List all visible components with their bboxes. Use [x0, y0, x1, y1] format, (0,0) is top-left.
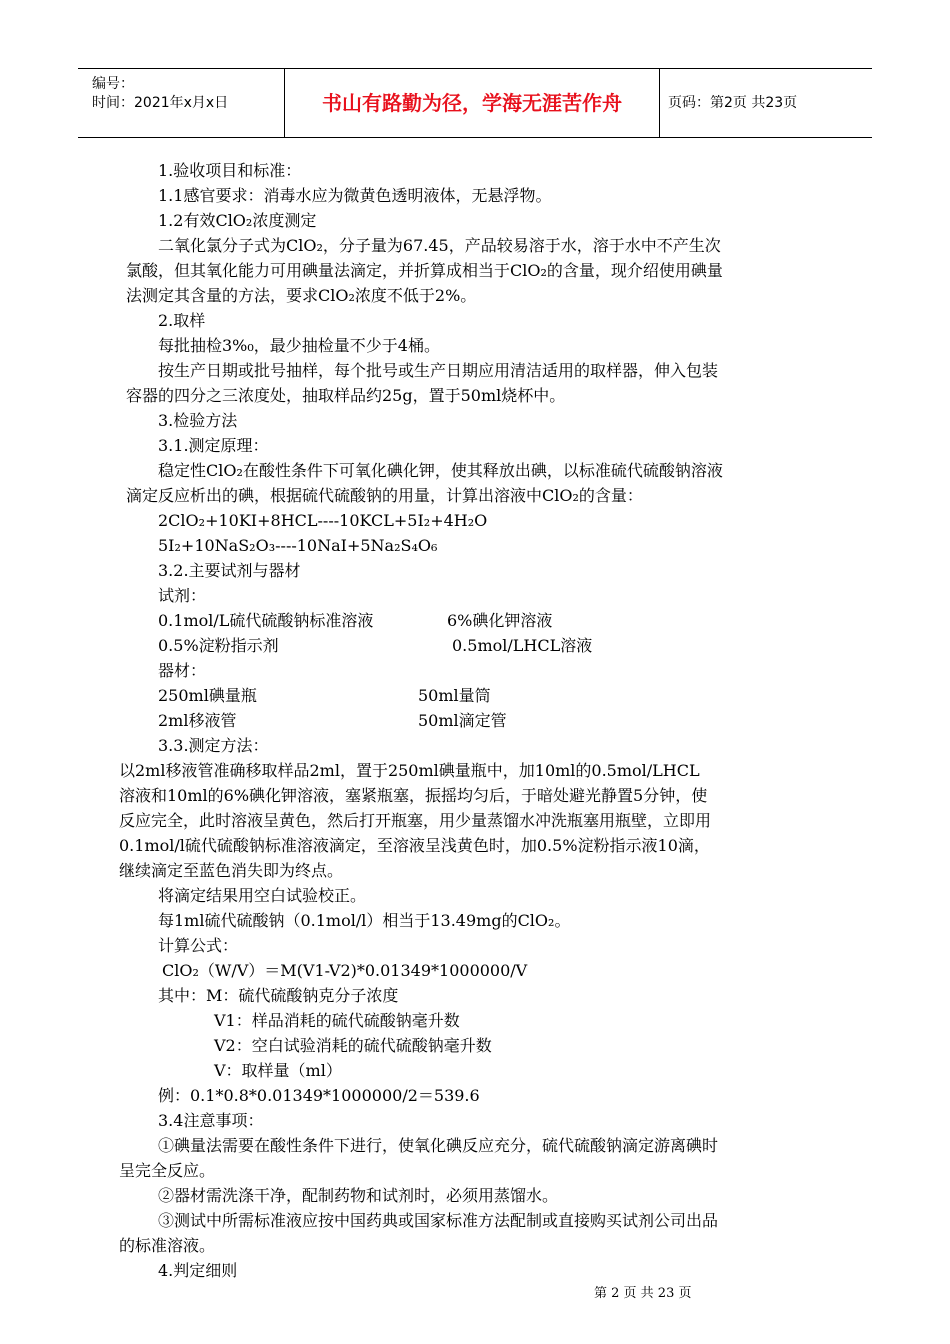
- body-line: 稳定性ClO₂在酸性条件下可氧化碘化钾，使其释放出碘，以标准硫代硫酸钠溶液: [158, 461, 723, 480]
- body-line: 4.判定细则: [158, 1261, 238, 1280]
- page-footer: 第 2 页 共 23 页: [594, 1286, 692, 1301]
- page-header: [78, 68, 872, 138]
- document-date: 时间：2021年x月x日: [92, 95, 229, 111]
- body-line: 1.2有效ClO₂浓度测定: [158, 211, 317, 230]
- formula-line: ClO₂（W/V）＝M(V1-V2)*0.01349*1000000/V: [162, 961, 528, 980]
- body-line: ②器材需洗涤干净，配制药物和试剂时，必须用蒸馏水。: [158, 1186, 559, 1205]
- body-line: 250ml碘量瓶: [158, 686, 257, 705]
- body-line: ③测试中所需标准液应按中国药典或国家标准方法配制或直接购买试剂公司出品: [158, 1211, 719, 1230]
- body-line: 以2ml移液管准确移取样品2ml，置于250ml碘量瓶中，加10ml的0.5mol/LHCL: [119, 761, 700, 780]
- body-line: 将滴定结果用空白试验校正。: [158, 886, 367, 905]
- header-page-number: 页码：第2页 共23页: [668, 95, 798, 111]
- reagent-item: 6%碘化钾溶液: [447, 611, 553, 630]
- body-line: 3.检验方法: [158, 411, 238, 430]
- body-line: 试剂：: [158, 586, 207, 605]
- body-line: 器材：: [158, 661, 207, 680]
- body-line: 3.4注意事项：: [158, 1111, 264, 1130]
- body-line: 法测定其含量的方法，要求ClO₂浓度不低于2%。: [126, 286, 477, 305]
- body-line: 滴定反应析出的碘，根据硫代硫酸钠的用量，计算出溶液中ClO₂的含量：: [126, 486, 643, 505]
- body-line: V1：样品消耗的硫代硫酸钠毫升数: [214, 1011, 460, 1030]
- equation-line: 2ClO₂+10KI+8HCL----10KCL+5I₂+4H₂O: [158, 511, 488, 530]
- body-line: 2.取样: [158, 311, 206, 330]
- body-line: 氯酸，但其氧化能力可用碘量法滴定，并折算成相当于ClO₂的含量，现介绍使用碘量: [126, 261, 723, 280]
- reagent-item: 0.5mol/LHCL溶液: [452, 636, 593, 655]
- equipment-item: 50ml量筒: [418, 686, 491, 705]
- body-line: 0.1mol/l硫代硫酸钠标准溶液滴定，至溶液呈浅黄色时，加0.5%淀粉指示液10滴，: [119, 836, 710, 855]
- body-line: 1.1感官要求：消毒水应为微黄色透明液体，无悬浮物。: [158, 186, 552, 205]
- equipment-item: 50ml滴定管: [418, 711, 507, 730]
- body-line: 1.验收项目和标准：: [158, 161, 302, 180]
- header-info-cell: [78, 69, 284, 137]
- header-divider: [659, 69, 660, 137]
- body-line: V2：空白试验消耗的硫代硫酸钠毫升数: [214, 1036, 492, 1055]
- body-line: ①碘量法需要在酸性条件下进行，使氧化碘反应充分，硫代硫酸钠滴定游离碘时: [158, 1136, 719, 1155]
- body-line: 二氧化氯分子式为ClO₂，分子量为67.45，产品较易溶于水，溶于水中不产生次: [158, 236, 721, 255]
- body-line: 0.5%淀粉指示剂: [158, 636, 279, 655]
- body-line: 0.1mol/L硫代硫酸钠标准溶液: [158, 611, 374, 630]
- body-line: 计算公式：: [158, 936, 239, 955]
- body-line: V：取样量（ml）: [214, 1061, 342, 1080]
- body-line: 2ml移液管: [158, 711, 237, 730]
- body-line: 每批抽检3%₀，最少抽检量不少于4桶。: [158, 336, 440, 355]
- document-number: 编号：: [92, 76, 134, 92]
- body-line: 呈完全反应。: [119, 1161, 216, 1180]
- body-line: 溶液和10ml的6%碘化钾溶液，塞紧瓶塞，振摇均匀后，于暗处避光静置5分钟，使: [119, 786, 708, 805]
- body-line: 3.1.测定原理：: [158, 436, 269, 455]
- body-line: 按生产日期或批号抽样，每个批号或生产日期应用清洁适用的取样器，伸入包装: [158, 361, 719, 380]
- body-line: 3.3.测定方法：: [158, 736, 269, 755]
- body-line: 例：0.1*0.8*0.01349*1000000/2＝539.6: [158, 1086, 480, 1105]
- header-motto: 书山有路勤为径，学海无涯苦作舟: [322, 91, 622, 115]
- body-line: 继续滴定至蓝色消失即为终点。: [119, 861, 344, 880]
- body-line: 反应完全，此时溶液呈黄色，然后打开瓶塞，用少量蒸馏水冲洗瓶塞用瓶壁，立即用: [119, 811, 712, 830]
- body-line: 其中：M：硫代硫酸钠克分子浓度: [158, 986, 399, 1005]
- body-line: 的标准溶液。: [119, 1236, 216, 1255]
- body-line: 每1ml硫代硫酸钠（0.1mol/l）相当于13.49mg的ClO₂。: [158, 911, 571, 930]
- body-line: 3.2.主要试剂与器材: [158, 561, 301, 580]
- body-line: 容器的四分之三浓度处，抽取样品约25g，置于50ml烧杯中。: [126, 386, 566, 405]
- equation-line: 5I₂+10NaS₂O₃----10NaI+5Na₂S₄O₆: [158, 536, 438, 555]
